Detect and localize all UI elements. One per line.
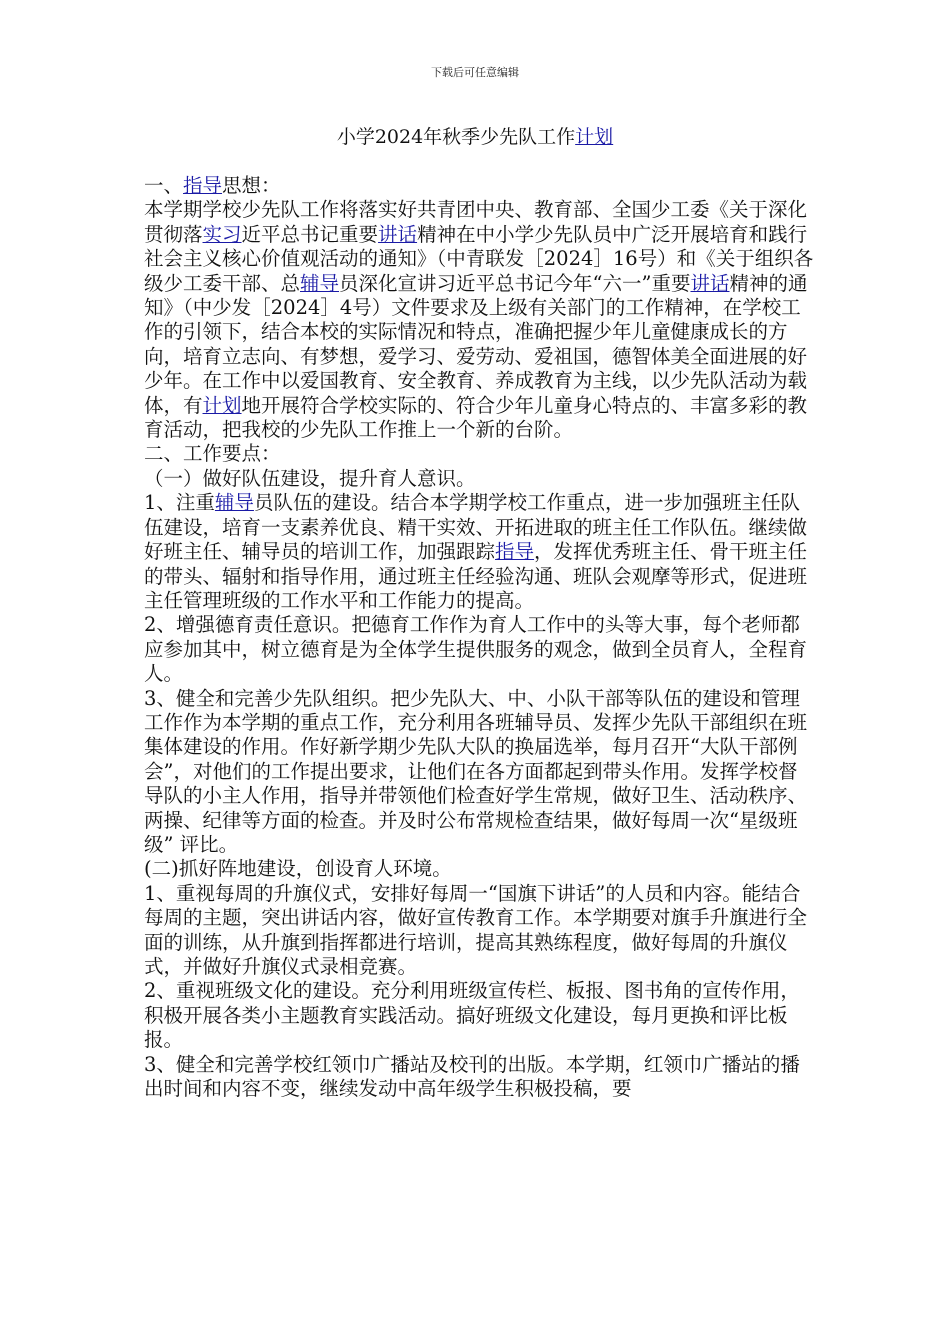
text-run: 员深化宣讲习近平总书记今年“六一”重要 <box>339 271 691 295</box>
text-run: 精神在中小学少先队员中广泛开展培育和践行社会主义核心价值观活动的通知》（中青联发［2024］16号）和《关于组织各级少工委干部、总 <box>144 222 814 295</box>
text-run: 本学期学校少先队工作将落实好共青团中央、教育部、全国少工委《关于深化贯彻落 <box>144 198 808 246</box>
inline-link[interactable]: 计划 <box>202 393 242 417</box>
text-run: 1、重视每周的升旗仪式，安排好每周一“国旗下讲话”的人员和内容。能结合每周的主题，突出讲话内容，做好宣传教育工作。本学期要对旗手升旗进行全面的训练，从升旗到指挥都进行培训，提高其熟练程度，做好每周的升旗仪式，并做好升旗仪式录相竞赛。 <box>144 881 808 978</box>
inline-link[interactable]: 指导 <box>495 540 535 564</box>
text-run: 3、健全和完善少先队组织。把少先队大、中、小队干部等队伍的建设和管理工作作为本学期的重点工作，充分利用各班辅导员、发挥少先队干部组织在班集体建设的作用。作好新学期少先队大队的换届选举，每月召开“大队干部例会”，对他们的工作提出要求，让他们在各方面都起到带头作用。发挥学校督导队的小主人作用，指导并带领他们检查好学生常规，做好卫生、活动秩序、两操、纪律等方面的检查。并及时公布常规检查结果，做好每周一次“星级班级” 评比。 <box>144 686 808 856</box>
text-run: (二)抓好阵地建设，创设育人环境。 <box>144 857 452 881</box>
text-run: 思想： <box>222 174 281 197</box>
inline-link[interactable]: 讲话 <box>690 271 730 295</box>
text-run: 2、重视班级文化的建设。充分利用班级宣传栏、板报、图书角的宣传作用，积极开展各类小主题教育实践活动。搞好班级文化建设，每月更换和评比板报。 <box>144 979 800 1052</box>
document-title <box>0 122 950 149</box>
paragraph <box>144 467 814 491</box>
text-run: ，发挥优秀班主任、骨干班主任的带头、辐射和指导作用，通过班主任经验沟通、班队会观摩等形式，促进班主任管理班级的工作水平和工作能力的提高。 <box>144 540 808 612</box>
text-run: 地开展符合学校实际的、符合少年儿童身心特点的、丰富多彩的教育活动，把我校的少先队工作推上一个新的台阶。 <box>144 393 808 442</box>
document-body <box>144 174 814 1101</box>
paragraph <box>144 491 814 613</box>
text-run: （一）做好队伍建设，提升育人意识。 <box>144 466 476 490</box>
text-run: 一、 <box>144 174 184 197</box>
text-run: 2、增强德育责任意识。把德育工作作为育人工作中的头等大事，每个老师都应参加其中，树立德育是为全体学生提供服务的观念，做到全员育人，全程育人。 <box>144 613 808 686</box>
paragraph <box>144 1053 814 1102</box>
text-run: 1、注重 <box>144 491 215 515</box>
title-text: 小学2024年秋季少先队工作 <box>336 126 576 148</box>
text-run: 精神的通知》（中少发［2024］4号）文件要求及上级有关部门的工作精神，在学校工作的引领下，结合本校的实际情况和特点，准确把握少年儿童健康成长的方向，培育立志向、有梦想，爱学习、爱劳动、爱祖国，德智体美全面进展的好少年。在工作中以爱国教育、安全教育、养成教育为主线，以少先队活动为载体，有 <box>144 271 808 417</box>
text-run: 3、健全和完善学校红领巾广播站及校刊的出版。本学期，红领巾广播站的播出时间和内容不变，继续发动中高年级学生积极投稿，要 <box>144 1052 800 1101</box>
paragraph <box>144 687 814 858</box>
inline-link[interactable]: 辅导 <box>214 491 254 515</box>
paragraph <box>144 857 814 881</box>
paragraph <box>144 174 814 198</box>
inline-link[interactable]: 实习 <box>202 222 242 246</box>
header-note: 下载后可任意编辑 <box>431 66 519 79</box>
paragraph <box>144 198 814 442</box>
paragraph <box>144 613 814 686</box>
inline-link[interactable]: 辅导 <box>300 271 340 295</box>
text-run: 员队伍的建设。结合本学期学校工作重点，进一步加强班主任队伍建设，培育一支素养优良、精干实效、开拓进取的班主任工作队伍。继续做好班主任、辅导员的培训工作，加强跟踪 <box>144 491 808 564</box>
text-run: 近平总书记重要 <box>241 222 379 246</box>
paragraph <box>144 442 814 466</box>
paragraph <box>144 979 814 1052</box>
text-run: 二、工作要点： <box>144 442 281 466</box>
title-link-jihua[interactable]: 计划 <box>575 126 614 148</box>
inline-link[interactable]: 指导 <box>183 174 223 197</box>
inline-link[interactable]: 讲话 <box>378 222 418 246</box>
paragraph <box>144 882 814 980</box>
